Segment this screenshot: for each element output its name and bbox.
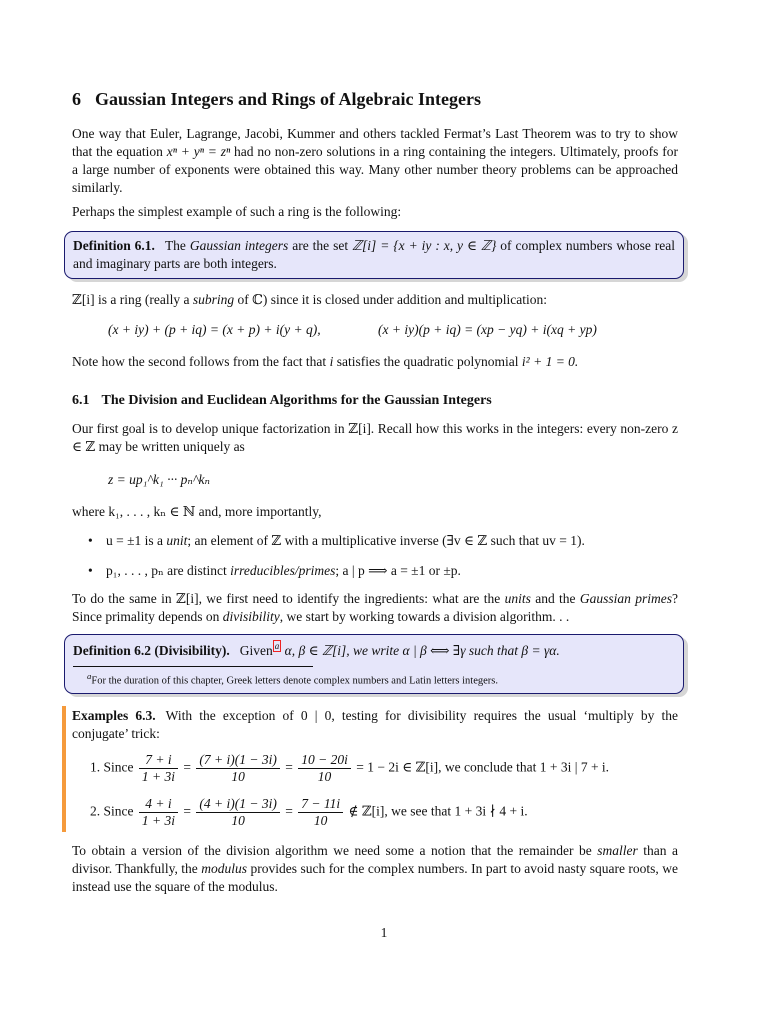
closing-text-c: provides such for the complex numbers. In part to avoid nasty square roots, we instead use the square of the modulus.	[72, 861, 678, 894]
numerator: 7 − 11i	[298, 796, 343, 813]
page-number: 1	[380, 925, 388, 940]
ingredients-paragraph	[72, 590, 678, 626]
numerator: 4 + i	[139, 796, 178, 813]
def61-term: Gaussian integers	[189, 238, 289, 253]
ring-text-a: ℤ[i] is a ring (really a	[72, 292, 193, 307]
def61-set: ℤ[i] = {x + iy : x, y ∈ ℤ}	[352, 238, 497, 253]
definition-6-2-box	[64, 634, 684, 694]
bullet-1-text-a: u = ±1 is a	[106, 533, 167, 548]
footnote-text: For the duration of this chapter, Greek letters denote complex numbers and Latin letters integers.	[91, 675, 498, 687]
ring-paragraph	[72, 291, 678, 309]
p2-text-b: and the	[530, 591, 580, 606]
example-2-since: 2. Since	[90, 803, 134, 819]
bullet-2-text-a: p₁, . . . , pₙ are distinct	[106, 563, 231, 578]
ring-note	[72, 353, 678, 371]
closing-modulus: modulus	[201, 861, 248, 876]
example-1-fraction-3	[298, 752, 351, 785]
examples-label: Examples 6.3.	[72, 708, 156, 723]
numerator: (7 + i)(1 − 3i)	[196, 752, 279, 769]
footnote-mark: a	[87, 671, 92, 681]
p2-text-a: To do the same in ℤ[i], we first need to identify the ingredients: what are the	[72, 591, 505, 606]
def61-text-c: of complex numbers whose real and imaginary parts are both integers.	[73, 238, 675, 271]
intro-text-b: had no non-zero solutions in a ring containing the integers. Ultimately, proofs for a large number of exponents were obtained this way. Many other number theory problems can be approached similarly.	[72, 144, 678, 195]
subsection-heading	[72, 392, 678, 410]
closing-smaller: smaller	[597, 843, 638, 858]
bullet-2-term: irreducibles/primes	[230, 563, 336, 578]
p2-divisibility: divisibility	[222, 609, 280, 624]
bullet-1-term: unit	[166, 533, 188, 548]
examples-intro	[72, 707, 678, 743]
bullet-unit	[90, 532, 680, 550]
p2-text-c: ? Since primality depends on	[72, 591, 678, 624]
addition-equation: (x + iy) + (p + iq) = (x + p) + i(y + q),	[108, 322, 321, 337]
examples-margin-bar	[62, 706, 66, 832]
factorization-equation: z = up₁^k₁ ··· pₙ^kₙ	[108, 472, 210, 487]
numerator: 7 + i	[139, 752, 178, 769]
denominator: 10	[231, 769, 245, 784]
example-1-conclusion: = 1 − 2i ∈ ℤ[i], we conclude that 1 + 3i | 7 + i.	[356, 759, 610, 775]
multiplication-equation: (x + iy)(p + iq) = (xp − yq) + i(xq + yp)	[378, 322, 597, 337]
example-2: 2. Since $\frac{4 + i}{1 + 3i}$ = $\frac{(4 + i)(1 - 3i)}{10}$ = $\frac{7 - 11i}{10}$ ∉ ℤ[i], we see that 1 + 3i ∤ 4 + i.	[90, 796, 528, 828]
intro-paragraph	[72, 125, 678, 197]
section-heading	[72, 88, 678, 110]
section-title: Gaussian Integers and Rings of Algebraic Integers	[95, 89, 482, 109]
bullet-icon: •	[88, 563, 93, 578]
def62-text-b: α, β ∈ ℤ[i], we write α | β ⟺ ∃γ such that β = γα.	[281, 643, 560, 658]
bullet-1-text-b: ; an element of ℤ with a multiplicative inverse (∃v ∈ ℤ such that uv = 1).	[187, 533, 585, 548]
p2-text-d: , we start by working towards a division algorithm. . .	[279, 609, 570, 624]
def62-text-a: Given	[239, 643, 273, 658]
example-1: 1. Since $\frac{7 + i}{1 + 3i}$ = $\frac{(7 + i)(1 - 3i)}{10}$ = $\frac{10 - 20i}{10}$ = 1 − 2i ∈ ℤ[i], we conclude that 1 + 3i | 7 + i.	[90, 752, 610, 784]
denominator: 10	[231, 813, 245, 828]
where-line: where k₁, . . . , kₙ ∈ ℕ and, more importantly,	[72, 504, 322, 519]
intro-paragraph-2: Perhaps the simplest example of such a ring is the following:	[72, 204, 402, 219]
intro-text-a: One way that Euler, Lagrange, Jacobi, Kummer and others tackled Fermat’s Last Theorem was to try to show that the equation	[72, 126, 678, 159]
subsection-title: The Division and Euclidean Algorithms for the Gaussian Integers	[101, 393, 492, 408]
example-2-fraction-2	[196, 796, 279, 829]
example-1-since: 1. Since	[90, 759, 134, 775]
bullet-icon: •	[88, 533, 93, 548]
numerator: (4 + i)(1 − 3i)	[196, 796, 279, 813]
closing-text-a: To obtain a version of the division algorithm we need some a notion that the remainder be	[72, 843, 598, 858]
closing-paragraph	[72, 842, 678, 896]
footnote-link[interactable]: a	[274, 641, 280, 651]
def61-text-b: are the set	[288, 238, 352, 253]
ring-subring-term: subring	[192, 292, 235, 307]
definition-6-1-box	[64, 231, 684, 279]
bullet-primes	[90, 562, 680, 580]
footnote-rule	[73, 666, 313, 667]
ring-text-b: of ℂ) since it is closed under addition and multiplication:	[234, 292, 548, 307]
p2-units: units	[504, 591, 531, 606]
example-2-conclusion: ∉ ℤ[i], we see that 1 + 3i ∤ 4 + i.	[348, 803, 528, 819]
footnote	[73, 669, 675, 689]
note-i: i	[329, 354, 334, 369]
definition-6-1-text	[73, 237, 675, 273]
section-number: 6	[72, 89, 81, 109]
denominator: 10	[317, 769, 332, 784]
fermat-equation: xⁿ + yⁿ = zⁿ	[166, 144, 231, 159]
example-2-fraction-3	[298, 796, 343, 829]
p2-gaussian-primes: Gaussian primes	[579, 591, 672, 606]
subsection-number: 6.1	[72, 393, 90, 408]
denominator: 1 + 3i	[141, 769, 175, 784]
def61-text-a: The	[164, 238, 190, 253]
definition-6-1-label: Definition 6.1.	[73, 238, 155, 253]
factorization-paragraph: Our first goal is to develop unique factorization in ℤ[i]. Recall how this works in the integers: every non-zero z ∈ ℤ may be written uniquely as	[72, 421, 678, 454]
note-text-b: satisfies the quadratic polynomial	[333, 354, 522, 369]
example-2-fraction-1	[139, 796, 178, 829]
denominator: 1 + 3i	[141, 813, 175, 828]
note-equation: i² + 1 = 0.	[521, 354, 579, 369]
numerator: 10 − 20i	[298, 752, 351, 769]
denominator: 10	[313, 813, 328, 828]
examples-text: With the exception of 0 | 0, testing for divisibility requires the usual ‘multiply by the conjugate’ trick:	[72, 708, 678, 741]
definition-6-2-label: Definition 6.2 (Divisibility).	[73, 643, 230, 658]
closing-text-b: than a divisor. Thankfully, the	[72, 843, 678, 876]
example-1-fraction-1	[139, 752, 178, 785]
note-text-a: Note how the second follows from the fact that	[72, 354, 330, 369]
bullet-2-text-b: ; a | p ⟹ a = ±1 or ±p.	[335, 563, 461, 578]
example-1-fraction-2	[196, 752, 279, 785]
definition-6-2-text	[73, 640, 675, 660]
